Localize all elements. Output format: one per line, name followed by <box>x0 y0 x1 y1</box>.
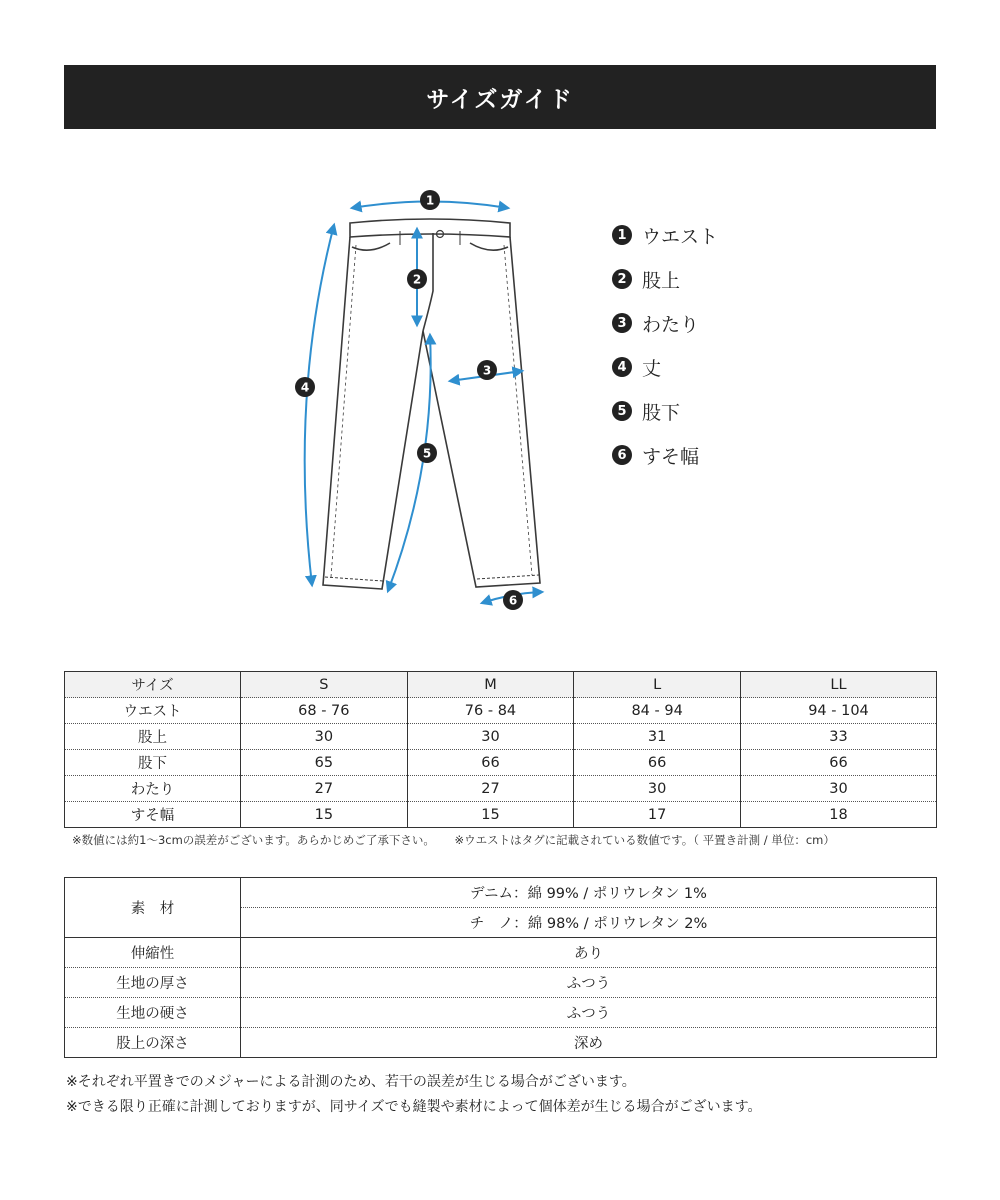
size-note-tolerance: ※数値には約1～3cmの誤差がございます。あらかじめご了承下さい。 <box>72 833 435 847</box>
table-cell: ふつう <box>241 968 937 998</box>
legend-label: わたり <box>642 313 700 336</box>
table-cell: 27 <box>241 776 408 802</box>
legend-number: 2 <box>612 269 632 289</box>
marker-1: 1 <box>425 193 435 208</box>
material-denim: デニム：綿 99% / ポリウレタン 1% <box>241 878 937 908</box>
row-label: ウエスト <box>65 698 241 724</box>
footer-note: ※できる限り正確に計測しておりますが、同サイズでも縫製や素材によって個体差が生じる場合がございます。 <box>66 1099 762 1115</box>
size-notes <box>72 832 932 848</box>
column-header: M <box>407 672 574 698</box>
table-row <box>65 724 937 750</box>
legend-label: 丈 <box>642 357 662 380</box>
row-label: 生地の硬さ <box>65 998 241 1028</box>
table-row <box>65 776 937 802</box>
table-cell: 66 <box>407 750 574 776</box>
table-cell: 76 - 84 <box>407 698 574 724</box>
legend-number: 6 <box>612 445 632 465</box>
table-row <box>65 968 937 998</box>
legend-number: 4 <box>612 357 632 377</box>
page-title: サイズガイド <box>426 86 574 113</box>
table-cell: 30 <box>740 776 936 802</box>
table-header-row <box>65 672 937 698</box>
table-cell: 30 <box>407 724 574 750</box>
legend-label: すそ幅 <box>642 445 700 468</box>
page-title-bar <box>64 65 936 129</box>
row-label: 股上の深さ <box>65 1028 241 1058</box>
legend-number: 1 <box>612 225 632 245</box>
table-cell: 68 - 76 <box>241 698 408 724</box>
legend-item-hem <box>612 433 812 477</box>
row-label: 素 材 <box>65 878 241 938</box>
diagram-markers <box>295 190 523 610</box>
pants-outline <box>323 219 540 589</box>
inseam-arrow <box>388 335 431 591</box>
table-cell: 深め <box>241 1028 937 1058</box>
table-cell: 15 <box>407 802 574 828</box>
table-cell: 65 <box>241 750 408 776</box>
table-cell: 30 <box>574 776 741 802</box>
table-cell: 66 <box>574 750 741 776</box>
table-cell: 18 <box>740 802 936 828</box>
table-row <box>65 878 937 908</box>
table-cell: 15 <box>241 802 408 828</box>
column-header: S <box>241 672 408 698</box>
pants-illustration <box>290 185 560 615</box>
row-label: 伸縮性 <box>65 938 241 968</box>
legend-number: 3 <box>612 313 632 333</box>
marker-5: 5 <box>422 446 432 461</box>
legend-label: 股上 <box>642 269 681 292</box>
legend-item-inseam <box>612 389 812 433</box>
legend-label: ウエスト <box>642 225 719 248</box>
legend-item-rise <box>612 257 812 301</box>
table-cell: ふつう <box>241 998 937 1028</box>
measurement-legend <box>612 213 812 477</box>
column-header: LL <box>740 672 936 698</box>
table-row <box>65 938 937 968</box>
table-cell: 31 <box>574 724 741 750</box>
material-chino: チ ノ：綿 98% / ポリウレタン 2% <box>241 908 937 938</box>
row-label: 股上 <box>65 724 241 750</box>
legend-item-waist <box>612 213 812 257</box>
table-cell: 94 - 104 <box>740 698 936 724</box>
table-row <box>65 998 937 1028</box>
row-label: 股下 <box>65 750 241 776</box>
material-table <box>64 877 937 1058</box>
table-cell: 66 <box>740 750 936 776</box>
marker-6: 6 <box>508 593 518 608</box>
column-header: サイズ <box>65 672 241 698</box>
table-row <box>65 802 937 828</box>
marker-2: 2 <box>412 272 422 287</box>
legend-number: 5 <box>612 401 632 421</box>
table-row <box>65 750 937 776</box>
row-label: 生地の厚さ <box>65 968 241 998</box>
marker-4: 4 <box>300 380 310 395</box>
table-cell: 17 <box>574 802 741 828</box>
pants-diagram <box>290 185 560 615</box>
footer-notes <box>66 1070 762 1120</box>
table-cell: 30 <box>241 724 408 750</box>
table-cell: 33 <box>740 724 936 750</box>
legend-item-length <box>612 345 812 389</box>
table-cell: 27 <box>407 776 574 802</box>
length-arrow <box>305 225 334 585</box>
footer-note: ※それぞれ平置きでのメジャーによる計測のため、若干の誤差が生じる場合がございます。 <box>66 1074 636 1090</box>
table-cell: 84 - 94 <box>574 698 741 724</box>
legend-label: 股下 <box>642 401 681 424</box>
table-row <box>65 698 937 724</box>
table-row <box>65 1028 937 1058</box>
marker-3: 3 <box>482 363 492 378</box>
table-cell: あり <box>241 938 937 968</box>
size-table <box>64 671 937 828</box>
column-header: L <box>574 672 741 698</box>
size-note-waist: ※ウエストはタグに記載されている数値です。（ 平置き計測 / 単位：cm） <box>454 833 835 847</box>
measure-arrows <box>305 202 542 604</box>
legend-item-thigh <box>612 301 812 345</box>
row-label: わたり <box>65 776 241 802</box>
row-label: すそ幅 <box>65 802 241 828</box>
